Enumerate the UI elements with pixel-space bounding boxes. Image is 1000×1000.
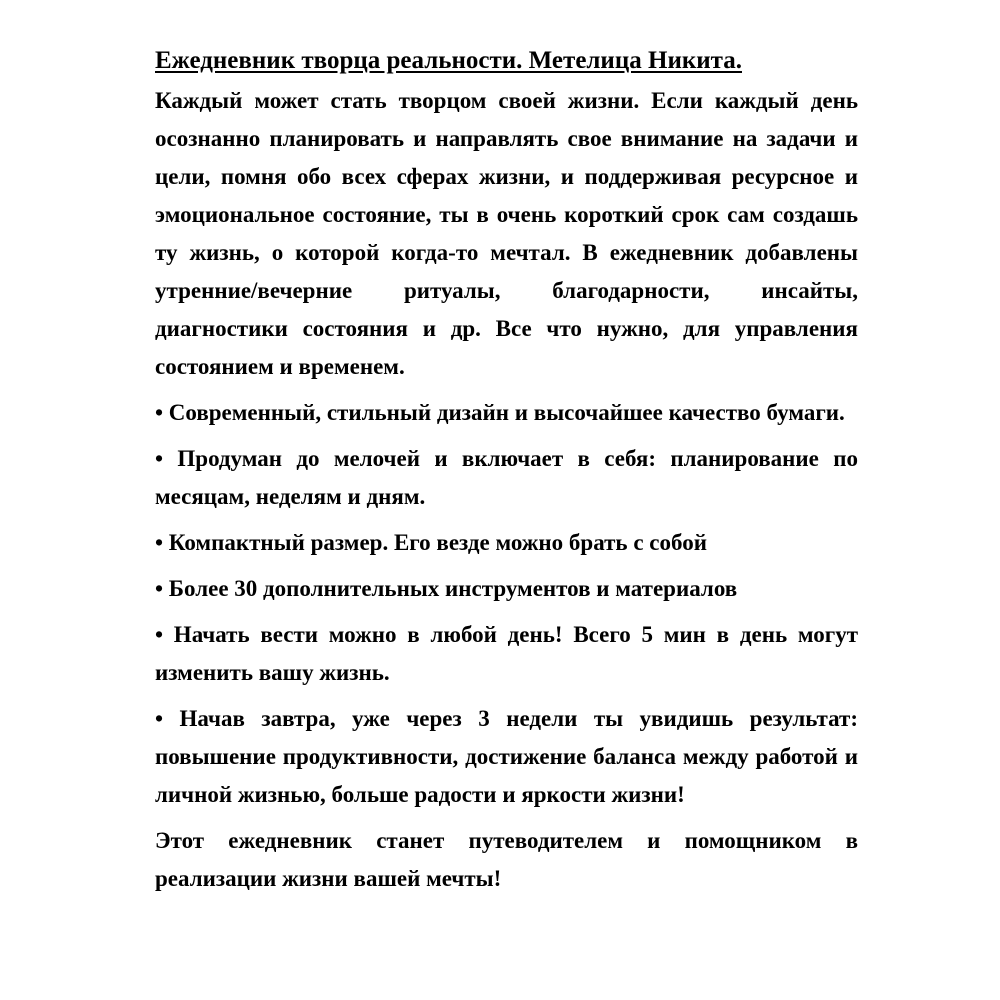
bullet-item-design: • Современный, стильный дизайн и высочайшее качество бумаги.	[155, 400, 845, 425]
bullet-item-compact: • Компактный размер. Его везде можно брать с собой	[155, 530, 707, 555]
document-page	[155, 44, 858, 906]
bullet-item-planning: • Продуман до мелочей и включает в себя: планирование по месяцам, неделям и дням.	[155, 446, 858, 509]
intro-paragraph: Каждый может стать творцом своей жизни. Если каждый день осознанно планировать и направлять свое внимание на задачи и цели, помня обо всех сферах жизни, и поддерживая ресурсное и эмоциональное состояние, ты в очень короткий срок сам создашь ту жизнь, о которой когда-то мечтал. В ежедневник добавлены утренние/вечерние ритуалы, благодарности, инсайты, диагностики состояния и др. Все что нужно, для управления состоянием и временем.	[155, 88, 858, 379]
bullet-item-result: • Начав завтра, уже через 3 недели ты увидишь результат: повышение продуктивности, достижение баланса между работой и личной жизнью, больше радости и яркости жизни!	[155, 706, 858, 807]
bullet-item-tools: • Более 30 дополнительных инструментов и материалов	[155, 576, 738, 601]
bullet-item-start: • Начать вести можно в любой день! Всего 5 мин в день могут изменить вашу жизнь.	[155, 622, 858, 685]
closing-paragraph: Этот ежедневник станет путеводителем и помощником в реализации жизни вашей мечты!	[155, 828, 858, 891]
document-title: Ежедневник творца реальности. Метелица Никита.	[155, 47, 742, 74]
